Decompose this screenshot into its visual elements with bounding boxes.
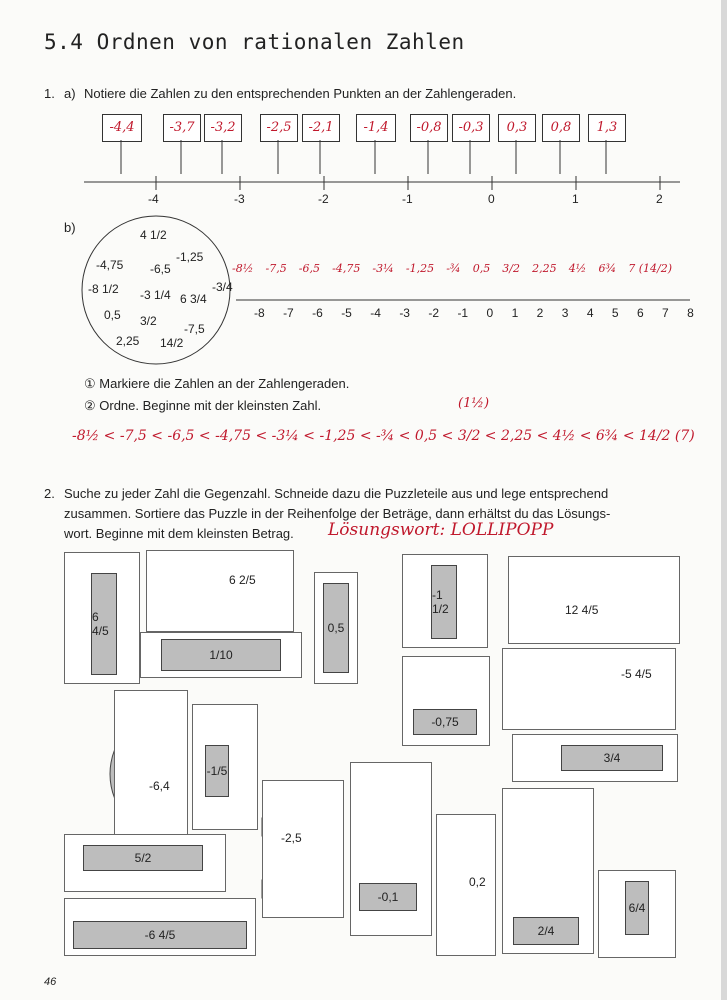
answer-box: -4,4 bbox=[102, 114, 142, 142]
answer-box: -3,7 bbox=[163, 114, 201, 142]
puzzle-value: -5 4/5 bbox=[621, 667, 652, 681]
mark: -1,25 bbox=[405, 262, 435, 275]
order-answer: -8½ < -7,5 < -6,5 < -4,75 < -3¼ < -1,25 < -¾ < 0,5 < 3/2 < 2,25 < 4½ < 6¾ < 14/2 (7) bbox=[72, 428, 695, 444]
tick-label: 6 bbox=[636, 306, 644, 320]
mark: -4,75 bbox=[332, 262, 361, 275]
puzzle-value: 3/4 bbox=[561, 745, 663, 771]
section-number: 5.4 bbox=[44, 30, 84, 54]
wheel-number: -3 1/4 bbox=[140, 288, 171, 302]
mark: 0,5 bbox=[472, 262, 491, 275]
task1-number: 1. bbox=[44, 86, 55, 101]
mark: 7 (14/2) bbox=[628, 262, 672, 275]
tick-label: 5 bbox=[611, 306, 619, 320]
task2-number: 2. bbox=[44, 486, 55, 501]
wheel-number: -4,75 bbox=[96, 258, 124, 272]
puzzle-value: 5/2 bbox=[83, 845, 203, 871]
page-number: 46 bbox=[44, 976, 57, 988]
tick-label: -3 bbox=[234, 192, 245, 206]
puzzle-piece[interactable] bbox=[64, 898, 256, 956]
mark: 3/2 bbox=[502, 262, 520, 275]
puzzle-value: 6/4 bbox=[625, 881, 649, 935]
tick-label: -1 bbox=[402, 192, 413, 206]
answer-box: -2,1 bbox=[302, 114, 340, 142]
wheel-number: -8 1/2 bbox=[88, 282, 119, 296]
answer-box: -2,5 bbox=[260, 114, 298, 142]
puzzle-value: -6,4 bbox=[149, 779, 170, 793]
puzzle-piece[interactable] bbox=[314, 572, 358, 684]
task2-text-line2: zusammen. Sortiere das Puzzle in der Reihenfolge der Beträge, dann erhältst du das Lösungs- bbox=[64, 506, 611, 521]
puzzle-piece[interactable] bbox=[350, 762, 432, 936]
tick-label: -8 bbox=[254, 306, 265, 320]
tick-label: -4 bbox=[370, 306, 381, 320]
puzzle-piece[interactable] bbox=[402, 656, 490, 746]
wheel-number: 3/2 bbox=[140, 314, 157, 328]
puzzle-value: 0,5 bbox=[323, 583, 349, 673]
puzzle-piece[interactable] bbox=[402, 554, 488, 648]
puzzle-value: -2,5 bbox=[281, 831, 302, 845]
tick-label: -7 bbox=[283, 306, 294, 320]
tick-label: 1 bbox=[511, 306, 519, 320]
answer-box: -3,2 bbox=[204, 114, 242, 142]
tick-label: 2 bbox=[536, 306, 544, 320]
puzzle-value: 12 4/5 bbox=[565, 603, 599, 617]
instruction-1: ① Markiere die Zahlen an der Zahlengeraden. bbox=[84, 376, 350, 391]
puzzle-piece[interactable] bbox=[146, 550, 294, 632]
tick-label: -6 bbox=[312, 306, 323, 320]
b-ticks bbox=[254, 306, 694, 320]
tick-label: -2 bbox=[428, 306, 440, 320]
puzzle-piece[interactable] bbox=[598, 870, 676, 958]
wheel-number: -6,5 bbox=[150, 262, 171, 276]
puzzle-piece[interactable] bbox=[64, 552, 140, 684]
tick-label: 1 bbox=[572, 192, 579, 206]
mark: -3¼ bbox=[372, 262, 394, 275]
wheel-number: 4 1/2 bbox=[140, 228, 167, 242]
puzzle-value: -0,1 bbox=[359, 883, 417, 911]
tick-label: -1 bbox=[457, 306, 469, 320]
task1b-label: b) bbox=[64, 220, 76, 235]
puzzle-value: -1 1/2 bbox=[431, 565, 457, 639]
puzzle-piece[interactable] bbox=[512, 734, 678, 782]
puzzle-value: 6 4/5 bbox=[91, 573, 117, 675]
tick-label: 2 bbox=[656, 192, 663, 206]
puzzle-piece[interactable] bbox=[140, 632, 302, 678]
answer-box: 0,3 bbox=[498, 114, 536, 142]
marked-numbers bbox=[232, 262, 672, 275]
tick-label: 3 bbox=[561, 306, 569, 320]
tick-label: -4 bbox=[148, 192, 159, 206]
tick-label: -2 bbox=[318, 192, 329, 206]
mark: -8½ bbox=[232, 262, 254, 275]
mark: 4½ bbox=[568, 262, 587, 275]
tick-label: 0 bbox=[486, 306, 494, 320]
puzzle-piece[interactable] bbox=[502, 788, 594, 954]
wheel-number: 0,5 bbox=[104, 308, 121, 322]
mark: -7,5 bbox=[265, 262, 287, 275]
puzzle-value: 1/10 bbox=[161, 639, 281, 671]
mark: -¾ bbox=[446, 262, 461, 275]
order-note: (1½) bbox=[458, 396, 490, 411]
puzzle-piece[interactable] bbox=[262, 780, 344, 918]
puzzle-piece[interactable] bbox=[64, 834, 226, 892]
wheel-number: 2,25 bbox=[116, 334, 140, 348]
mark: 6¾ bbox=[598, 262, 617, 275]
answer-box: -0,3 bbox=[452, 114, 490, 142]
tick-label: 4 bbox=[586, 306, 594, 320]
puzzle-piece[interactable] bbox=[192, 704, 258, 830]
answer-box: 1,3 bbox=[588, 114, 626, 142]
task2-text-line3: wort. Beginne mit dem kleinsten Betrag. bbox=[64, 526, 294, 541]
puzzle-value: -1/5 bbox=[205, 745, 229, 797]
answer-box: -0,8 bbox=[410, 114, 448, 142]
section-title: Ordnen von rationalen Zahlen bbox=[96, 30, 465, 54]
answer-box: 0,8 bbox=[542, 114, 580, 142]
puzzle-value: 0,2 bbox=[469, 875, 486, 889]
tick-label: 8 bbox=[687, 306, 694, 320]
wheel-number: 14/2 bbox=[160, 336, 184, 350]
puzzle-value: 2/4 bbox=[513, 917, 579, 945]
tick-label: -3 bbox=[399, 306, 410, 320]
puzzle-piece[interactable] bbox=[436, 814, 496, 956]
puzzle-value: -6 4/5 bbox=[73, 921, 247, 949]
mark: -6,5 bbox=[298, 262, 321, 275]
instruction-2: ② Ordne. Beginne mit der kleinsten Zahl. bbox=[84, 398, 322, 413]
answer-box: -1,4 bbox=[356, 114, 396, 142]
mark: 2,25 bbox=[532, 262, 557, 275]
puzzle-piece[interactable] bbox=[114, 690, 188, 846]
puzzle-value: -0,75 bbox=[413, 709, 477, 735]
puzzle-value: 6 2/5 bbox=[229, 573, 256, 587]
tick-label: 0 bbox=[488, 192, 495, 206]
tick-label: 7 bbox=[662, 306, 669, 320]
scan-edge bbox=[721, 0, 727, 1000]
tick-label: -5 bbox=[341, 306, 352, 320]
task1a-label: a) bbox=[64, 86, 76, 101]
wheel-number: -1,25 bbox=[176, 250, 204, 264]
puzzle-piece[interactable] bbox=[502, 648, 676, 730]
puzzle-piece[interactable] bbox=[508, 556, 680, 644]
solution-word: Lösungswort: LOLLIPOPP bbox=[328, 520, 554, 540]
task2-text-line1: Suche zu jeder Zahl die Gegenzahl. Schneide dazu die Puzzleteile aus und lege entsprechend bbox=[64, 486, 609, 501]
wheel-number: -7,5 bbox=[184, 322, 205, 336]
wheel-number: 6 3/4 bbox=[180, 292, 207, 306]
task1a-text: Notiere die Zahlen zu den entsprechenden Punkten an der Zahlengeraden. bbox=[84, 86, 517, 101]
wheel-number: -3/4 bbox=[212, 280, 233, 294]
